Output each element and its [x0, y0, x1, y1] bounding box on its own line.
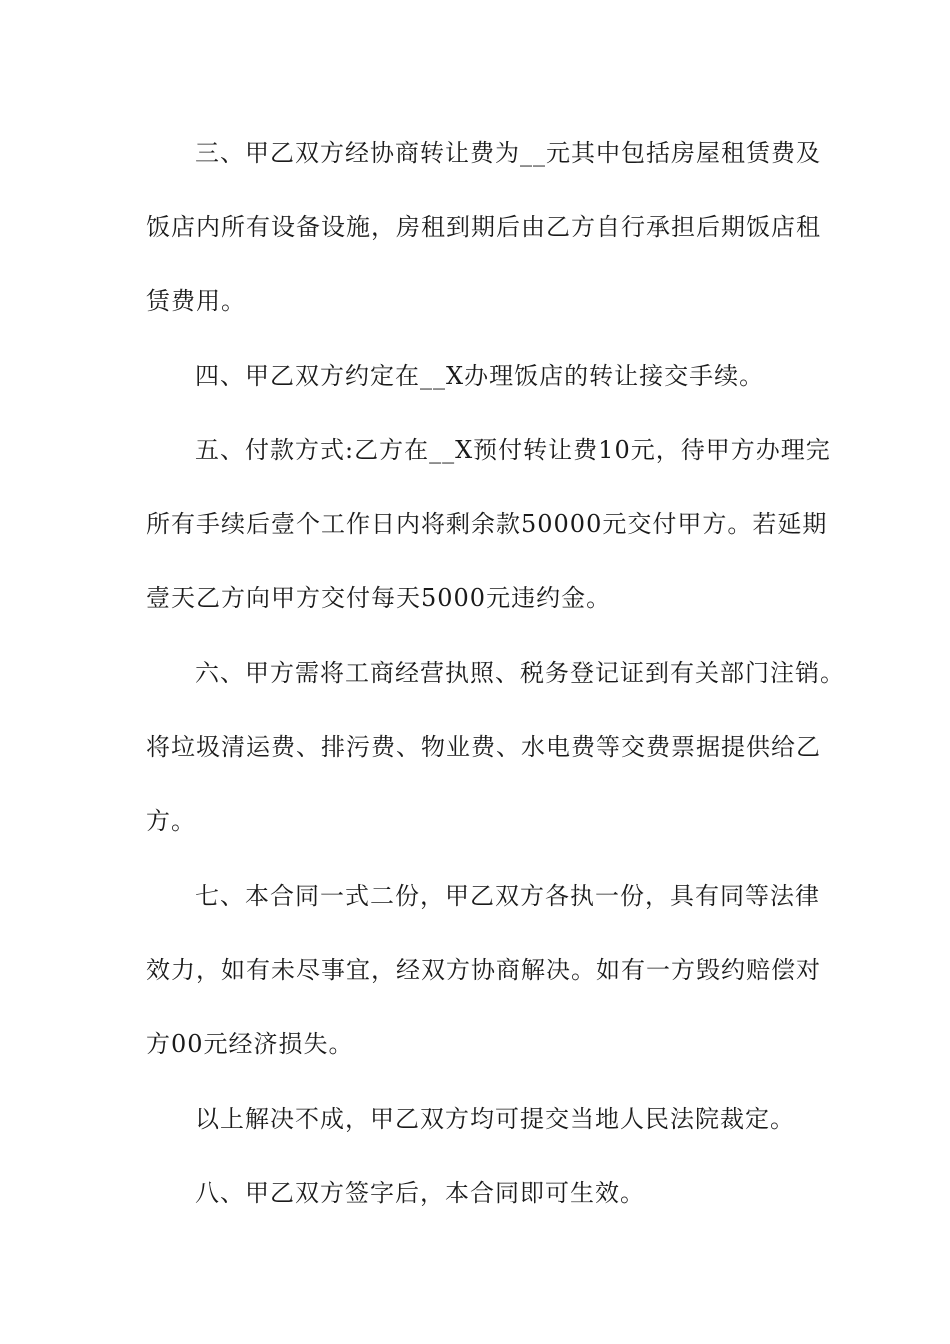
paragraph-text: 方00元经济损失。	[146, 1030, 354, 1058]
paragraph-text: 所有手续后壹个工作日内将剩余款50000元交付甲方。若延期	[146, 510, 828, 538]
paragraph-5-line-3	[0, 578, 950, 618]
paragraph-text: 方。	[146, 807, 196, 835]
paragraph-dispute-line-1	[0, 1099, 950, 1139]
paragraph-text: 将垃圾清运费、排污费、物业费、水电费等交费票据提供给乙	[146, 733, 821, 761]
paragraph-3-line-2	[0, 207, 950, 247]
paragraph-text: 赁费用。	[146, 287, 246, 315]
paragraph-6-line-3	[0, 801, 950, 841]
paragraph-6-line-1	[0, 653, 950, 693]
paragraph-7-line-2	[0, 950, 950, 990]
paragraph-text: 壹天乙方向甲方交付每天5000元违约金。	[146, 584, 612, 612]
paragraph-6-line-2	[0, 727, 950, 767]
paragraph-7-line-1	[0, 876, 950, 916]
paragraph-text: 六、甲方需将工商经营执照、税务登记证到有关部门注销。	[195, 659, 845, 687]
paragraph-3-line-1	[0, 133, 950, 173]
paragraph-text: 四、甲乙双方约定在__X办理饭店的转让接交手续。	[195, 362, 765, 390]
paragraph-5-line-1	[0, 430, 950, 470]
paragraph-text: 五、付款方式:乙方在__X预付转让费10元，待甲方办理完	[195, 436, 831, 464]
paragraph-5-line-2	[0, 504, 950, 544]
paragraph-7-line-3	[0, 1024, 950, 1064]
paragraph-text: 饭店内所有设备设施，房租到期后由乙方自行承担后期饭店租	[146, 213, 821, 241]
paragraph-3-line-3	[0, 281, 950, 321]
paragraph-text: 八、甲乙双方签字后，本合同即可生效。	[195, 1179, 645, 1207]
paragraph-text: 三、甲乙双方经协商转让费为__元其中包括房屋租赁费及	[195, 139, 821, 167]
paragraph-text: 以上解决不成，甲乙双方均可提交当地人民法院裁定。	[195, 1105, 795, 1133]
paragraph-4-line-1	[0, 356, 950, 396]
paragraph-text: 七、本合同一式二份，甲乙双方各执一份，具有同等法律	[195, 882, 820, 910]
paragraph-8-line-1	[0, 1173, 950, 1213]
paragraph-text: 效力，如有未尽事宜，经双方协商解决。如有一方毁约赔偿对	[146, 956, 821, 984]
